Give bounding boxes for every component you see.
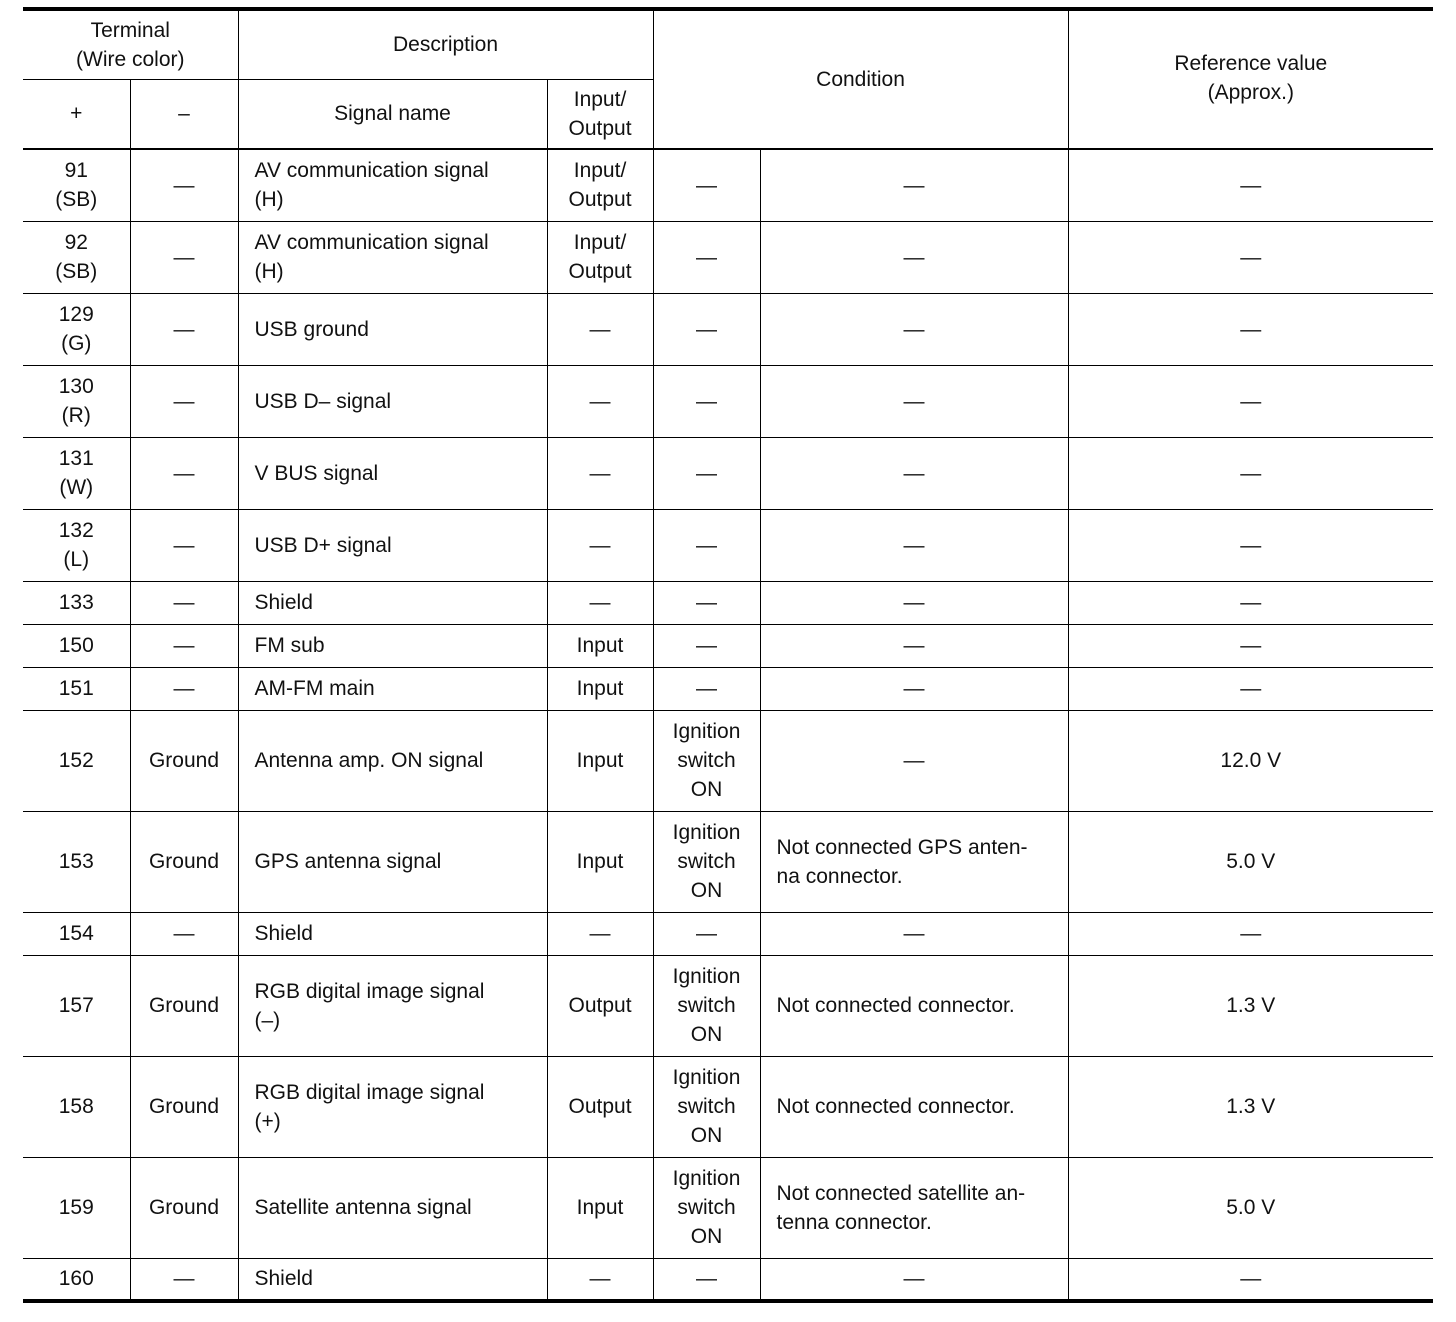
reference-value-cell: 1.3 V <box>1068 955 1433 1056</box>
header-input-output: Input/ Output <box>547 79 653 149</box>
condition-switch-cell: — <box>653 624 760 667</box>
terminal-minus-cell: — <box>130 221 238 293</box>
condition-switch-cell: — <box>653 509 760 581</box>
table-row <box>23 624 1433 667</box>
input-output-cell: Input <box>547 667 653 710</box>
reference-value-cell: 12.0 V <box>1068 710 1433 811</box>
condition-detail-cell: — <box>760 365 1068 437</box>
input-output-cell: Input <box>547 1157 653 1258</box>
table-row <box>23 1056 1433 1157</box>
terminal-minus-cell: Ground <box>130 955 238 1056</box>
condition-switch-cell: — <box>653 365 760 437</box>
condition-detail-cell: — <box>760 624 1068 667</box>
terminal-plus-cell: 151 <box>23 667 130 710</box>
condition-detail-cell: Not connected connector. <box>760 1056 1068 1157</box>
input-output-cell: Input/ Output <box>547 149 653 221</box>
condition-switch-cell: Ignition switch ON <box>653 1056 760 1157</box>
terminal-minus-cell: — <box>130 437 238 509</box>
signal-name-cell: USB ground <box>238 293 547 365</box>
condition-detail-cell: — <box>760 221 1068 293</box>
reference-value-cell: — <box>1068 437 1433 509</box>
signal-name-cell: RGB digital image signal (+) <box>238 1056 547 1157</box>
signal-name-cell: AM-FM main <box>238 667 547 710</box>
header-reference-value: Reference value (Approx.) <box>1068 9 1433 149</box>
terminal-plus-cell: 153 <box>23 811 130 912</box>
terminal-minus-cell: — <box>130 581 238 624</box>
table-row <box>23 221 1433 293</box>
terminal-minus-cell: — <box>130 365 238 437</box>
condition-switch-cell: Ignition switch ON <box>653 955 760 1056</box>
terminal-plus-cell: 132 (L) <box>23 509 130 581</box>
terminal-plus-cell: 130 (R) <box>23 365 130 437</box>
condition-switch-cell: — <box>653 581 760 624</box>
reference-value-cell: — <box>1068 293 1433 365</box>
reference-value-cell: — <box>1068 221 1433 293</box>
terminal-plus-cell: 160 <box>23 1258 130 1301</box>
reference-value-cell: 1.3 V <box>1068 1056 1433 1157</box>
terminal-minus-cell: Ground <box>130 811 238 912</box>
terminal-minus-cell: — <box>130 667 238 710</box>
condition-switch-cell: — <box>653 437 760 509</box>
condition-detail-cell: — <box>760 667 1068 710</box>
terminal-minus-cell: — <box>130 149 238 221</box>
terminal-plus-cell: 159 <box>23 1157 130 1258</box>
condition-switch-cell: — <box>653 912 760 955</box>
input-output-cell: — <box>547 1258 653 1301</box>
input-output-cell: — <box>547 509 653 581</box>
terminal-minus-cell: — <box>130 509 238 581</box>
header-description: Description <box>238 9 653 79</box>
condition-detail-cell: — <box>760 509 1068 581</box>
input-output-cell: Input <box>547 624 653 667</box>
terminal-plus-cell: 131 (W) <box>23 437 130 509</box>
reference-value-cell: — <box>1068 509 1433 581</box>
header-minus: – <box>130 79 238 149</box>
header-signal-name: Signal name <box>238 79 547 149</box>
terminal-minus-cell: — <box>130 293 238 365</box>
terminal-minus-cell: — <box>130 624 238 667</box>
condition-detail-cell: — <box>760 710 1068 811</box>
condition-detail-cell: — <box>760 437 1068 509</box>
condition-detail-cell: — <box>760 293 1068 365</box>
condition-detail-cell: — <box>760 912 1068 955</box>
input-output-cell: Input/ Output <box>547 221 653 293</box>
table-row <box>23 1258 1433 1301</box>
reference-value-cell: — <box>1068 365 1433 437</box>
table-row <box>23 912 1433 955</box>
terminal-plus-cell: 91 (SB) <box>23 149 130 221</box>
table-row <box>23 149 1433 221</box>
terminal-plus-cell: 92 (SB) <box>23 221 130 293</box>
header-condition: Condition <box>653 9 1068 149</box>
reference-value-cell: — <box>1068 149 1433 221</box>
signal-name-cell: USB D+ signal <box>238 509 547 581</box>
terminal-plus-cell: 129 (G) <box>23 293 130 365</box>
signal-name-cell: Shield <box>238 581 547 624</box>
signal-name-cell: Shield <box>238 912 547 955</box>
condition-detail-cell: — <box>760 1258 1068 1301</box>
reference-value-cell: 5.0 V <box>1068 1157 1433 1258</box>
condition-detail-cell: — <box>760 149 1068 221</box>
table-row <box>23 811 1433 912</box>
signal-name-cell: RGB digital image signal (–) <box>238 955 547 1056</box>
table-row <box>23 955 1433 1056</box>
condition-detail-cell: Not connected GPS anten- na connector. <box>760 811 1068 912</box>
table-row <box>23 667 1433 710</box>
input-output-cell: Input <box>547 811 653 912</box>
signal-name-cell: AV communication signal (H) <box>238 221 547 293</box>
terminal-plus-cell: 157 <box>23 955 130 1056</box>
condition-detail-cell: — <box>760 581 1068 624</box>
signal-name-cell: AV communication signal (H) <box>238 149 547 221</box>
signal-name-cell: Antenna amp. ON signal <box>238 710 547 811</box>
table-row <box>23 710 1433 811</box>
table-row <box>23 1157 1433 1258</box>
terminal-minus-cell: Ground <box>130 710 238 811</box>
table-row <box>23 293 1433 365</box>
condition-switch-cell: — <box>653 1258 760 1301</box>
terminal-minus-cell: Ground <box>130 1056 238 1157</box>
header-plus: + <box>23 79 130 149</box>
condition-detail-cell: Not connected connector. <box>760 955 1068 1056</box>
table-row <box>23 509 1433 581</box>
terminal-reference-table <box>23 7 1433 1303</box>
terminal-plus-cell: 150 <box>23 624 130 667</box>
condition-switch-cell: Ignition switch ON <box>653 710 760 811</box>
table-row <box>23 437 1433 509</box>
signal-name-cell: V BUS signal <box>238 437 547 509</box>
input-output-cell: — <box>547 293 653 365</box>
condition-switch-cell: Ignition switch ON <box>653 811 760 912</box>
terminal-plus-cell: 158 <box>23 1056 130 1157</box>
input-output-cell: Input <box>547 710 653 811</box>
terminal-plus-cell: 133 <box>23 581 130 624</box>
table-row <box>23 365 1433 437</box>
terminal-plus-cell: 154 <box>23 912 130 955</box>
signal-name-cell: Satellite antenna signal <box>238 1157 547 1258</box>
condition-switch-cell: — <box>653 149 760 221</box>
signal-name-cell: FM sub <box>238 624 547 667</box>
input-output-cell: — <box>547 581 653 624</box>
condition-switch-cell: — <box>653 221 760 293</box>
reference-value-cell: — <box>1068 624 1433 667</box>
reference-value-cell: — <box>1068 912 1433 955</box>
reference-value-cell: — <box>1068 1258 1433 1301</box>
signal-name-cell: GPS antenna signal <box>238 811 547 912</box>
condition-switch-cell: — <box>653 667 760 710</box>
reference-value-cell: 5.0 V <box>1068 811 1433 912</box>
input-output-cell: — <box>547 437 653 509</box>
condition-switch-cell: — <box>653 293 760 365</box>
reference-value-cell: — <box>1068 667 1433 710</box>
header-terminal: Terminal (Wire color) <box>23 9 238 79</box>
condition-switch-cell: Ignition switch ON <box>653 1157 760 1258</box>
signal-name-cell: USB D– signal <box>238 365 547 437</box>
table-row <box>23 581 1433 624</box>
reference-value-cell: — <box>1068 581 1433 624</box>
terminal-minus-cell: — <box>130 1258 238 1301</box>
terminal-minus-cell: — <box>130 912 238 955</box>
input-output-cell: — <box>547 912 653 955</box>
condition-detail-cell: Not connected satellite an- tenna connector. <box>760 1157 1068 1258</box>
input-output-cell: Output <box>547 955 653 1056</box>
terminal-minus-cell: Ground <box>130 1157 238 1258</box>
terminal-plus-cell: 152 <box>23 710 130 811</box>
input-output-cell: — <box>547 365 653 437</box>
input-output-cell: Output <box>547 1056 653 1157</box>
signal-name-cell: Shield <box>238 1258 547 1301</box>
